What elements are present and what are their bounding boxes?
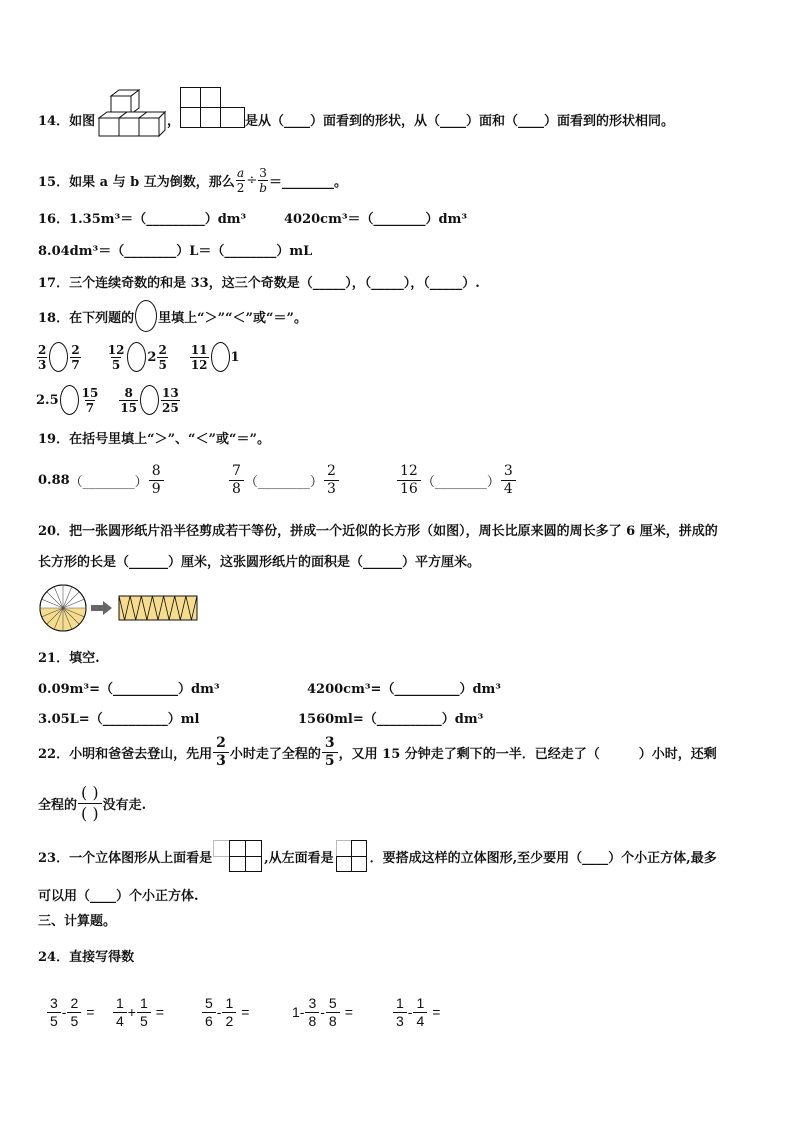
q18-item4-oval[interactable] xyxy=(60,385,79,415)
q22-number: 22． xyxy=(38,746,70,762)
q14-text: 是从（____）面看到的形状，从（____）面和（____）面看到的形状相同。 xyxy=(245,114,675,129)
q17-line xyxy=(38,272,480,291)
q24-e5-op: - xyxy=(407,1004,413,1020)
q21-a: 0.09m³=（__________）dm³ xyxy=(38,682,220,697)
q21-line xyxy=(38,647,100,666)
q22-text-d: 全程的 xyxy=(38,797,78,813)
q24-line xyxy=(38,946,134,965)
q18-item4-left-int: 2.5 xyxy=(36,392,59,408)
q18-row2 xyxy=(36,383,181,417)
q19-line xyxy=(38,428,270,447)
q16-number: 16． xyxy=(38,212,70,227)
q24-e2-op: + xyxy=(127,1004,136,1020)
q24-e3-a: $\frac{5}{6}$ xyxy=(202,995,216,1030)
q20-text-1: 把一张圆形纸片沿半径剪成若干等份，拼成一个近似的长方形（如图），周长比原来圆的周长多了 6 厘米，拼成的 xyxy=(69,524,718,539)
q23-text-c: ．要搭成这样的立体图形,至少要用（____）个小正方体,最多 xyxy=(369,850,717,866)
q24-expr-4 xyxy=(292,992,353,1032)
q24-e5-b: $\frac{1}{4}$ xyxy=(413,995,427,1030)
q19-item2-blank[interactable]: （________） xyxy=(244,474,323,490)
q23-text-b: ,从左面看是 xyxy=(264,850,334,866)
q15-text-a: 如果 a 与 b 互为倒数，那么 xyxy=(69,174,235,190)
q24-e2-b: $\frac{1}{5}$ xyxy=(137,995,151,1030)
q24-expr-2 xyxy=(112,992,164,1032)
q24-title: 直接写得数 xyxy=(69,950,135,965)
q19-item3-left: $\frac{12}{16}$ xyxy=(397,463,421,498)
q24-e1-b: $\frac{2}{5}$ xyxy=(67,995,81,1030)
q24-e4-lead: 1- xyxy=(292,1004,305,1020)
q18-item5-oval[interactable] xyxy=(140,385,159,415)
q16-line1b: 4020cm³＝（________）dm³ xyxy=(284,212,468,227)
q20-line1 xyxy=(38,520,718,539)
q19-item3-right: $\frac{3}{4}$ xyxy=(501,463,516,498)
q14-number: 14． xyxy=(38,114,70,129)
left-view-figure xyxy=(334,839,370,873)
q23-line2: 可以用（____）个小正方体. xyxy=(38,889,199,904)
q18-item3-right-int: 1 xyxy=(230,349,240,365)
q19-item1-left: 0.88 xyxy=(38,472,70,488)
q18-row1 xyxy=(36,340,240,374)
q24-e3-eq: = xyxy=(241,1004,250,1020)
arrow-icon xyxy=(91,601,112,615)
q18-item3-left: $\frac{11}{12}$ xyxy=(190,342,208,372)
q18-text-a: 在下列题的 xyxy=(69,310,135,326)
q17-text: 三个连续奇数的和是 33，这三个奇数是（_____），（_____），（_____）. xyxy=(69,276,480,291)
q22-text-e: 没有走. xyxy=(102,797,147,813)
q20-text-2: 长方形的长是（______）厘米，这张圆形纸片的面积是（______）平方厘米。 xyxy=(38,555,481,570)
q23-text-a: 一个立体图形从上面看是 xyxy=(69,850,213,866)
q18-oval-sample xyxy=(135,300,157,332)
q22-fraction-2: $\frac{3}{5}$ xyxy=(322,735,338,770)
circle-to-rectangle-figure xyxy=(38,583,198,633)
q15-text-b: ＝________。 xyxy=(268,174,347,190)
q24-e4-op: - xyxy=(320,1004,325,1020)
q18-item1-left: $\frac{2}{3}$ xyxy=(38,342,47,372)
q15-fraction-b: $\frac{3}{b}$ xyxy=(259,165,267,195)
q14-lead: 如图 xyxy=(69,114,96,129)
q18-item4-right: $\frac{15}{7}$ xyxy=(81,385,99,415)
top-view-figure xyxy=(212,839,264,873)
q21-b: 4200cm³=（__________）dm³ xyxy=(307,682,501,697)
q24-expr-5 xyxy=(392,992,440,1032)
q19-item1-right: $\frac{8}{9}$ xyxy=(149,463,164,498)
q19-item2 xyxy=(228,460,340,500)
q18-item2-left: $\frac{12}{5}$ xyxy=(107,342,125,372)
q15-number: 15． xyxy=(38,174,70,190)
q22-text-b: 小时走了全程的 xyxy=(229,746,321,762)
q24-e4-a: $\frac{3}{8}$ xyxy=(305,995,319,1030)
q23-number: 23． xyxy=(38,850,70,866)
q16-line2: 8.04dm³＝（________）L＝（________）mL xyxy=(38,244,313,259)
q19-number: 19． xyxy=(38,432,70,447)
q24-e1-a: $\frac{3}{5}$ xyxy=(47,995,61,1030)
q15-line xyxy=(38,161,347,199)
q15-fraction-a: $\frac{a}{2}$ xyxy=(236,165,245,195)
q24-e5-eq: = xyxy=(432,1004,441,1020)
q19-text: 在括号里填上“＞”、“＜”或“＝”。 xyxy=(69,432,270,447)
q14-comma: ， xyxy=(167,114,181,129)
q20-number: 20． xyxy=(38,524,70,539)
q24-e5-a: $\frac{1}{3}$ xyxy=(393,995,407,1030)
q21-d: 1560ml=（__________）dm³ xyxy=(298,712,484,727)
q19-item1 xyxy=(38,460,165,500)
q18-item2-oval[interactable] xyxy=(127,342,146,372)
q22-text-a: 小明和爸爸去登山，先用 xyxy=(69,746,213,762)
q24-expr-1 xyxy=(46,992,94,1032)
q22-line2 xyxy=(38,780,146,826)
q16-line1 xyxy=(38,208,246,227)
q24-e3-op: - xyxy=(216,1004,222,1020)
q24-e4-eq: = xyxy=(344,1004,353,1020)
q17-number: 17． xyxy=(38,276,70,291)
q19-item1-blank[interactable]: （________） xyxy=(69,474,148,490)
q15-div-op: ÷ xyxy=(246,172,258,188)
q24-expr-3 xyxy=(201,992,249,1032)
q19-item2-right: $\frac{2}{3}$ xyxy=(324,463,339,498)
section-title: 三、计算题。 xyxy=(38,914,117,929)
q24-number: 24． xyxy=(38,950,70,965)
q19-item3 xyxy=(396,460,517,500)
q18-item2-right-int: 2 xyxy=(147,349,157,365)
q24-e2-a: $\frac{1}{4}$ xyxy=(113,995,127,1030)
q16-line1a: 1.35m³＝（_________）dm³ xyxy=(69,212,247,227)
q18-item5-right: $\frac{13}{25}$ xyxy=(162,385,179,415)
q18-line xyxy=(38,300,307,332)
q21-c: 3.05L=（__________）ml xyxy=(38,712,200,727)
q18-item2-right: $\frac{2}{5}$ xyxy=(158,342,167,372)
q18-item1-oval[interactable] xyxy=(49,342,68,372)
q18-item5-left: $\frac{8}{15}$ xyxy=(120,385,138,415)
q22-blank-fraction[interactable]: $\frac{( )}{( )}$ xyxy=(78,783,102,824)
q24-e3-b: $\frac{1}{2}$ xyxy=(222,995,236,1030)
q14-line xyxy=(38,110,95,129)
q21-number: 21． xyxy=(38,651,70,666)
q23-line1 xyxy=(38,838,717,874)
q18-number: 18． xyxy=(38,310,70,326)
q24-e1-op: - xyxy=(61,1004,67,1020)
q18-text-b: 里填上“＞”“＜”或“＝”。 xyxy=(158,310,307,326)
q19-item2-left: $\frac{7}{8}$ xyxy=(229,463,244,498)
q22-fraction-1: $\frac{2}{3}$ xyxy=(213,735,229,770)
q18-item3-oval[interactable] xyxy=(211,342,230,372)
q21-title: 填空. xyxy=(69,651,100,666)
q22-text-c: ，又用 15 分钟走了剩下的一半．已经走了（ ）小时，还剩 xyxy=(338,746,717,762)
q18-item1-right: $\frac{2}{7}$ xyxy=(71,342,80,372)
cube-stack-figure xyxy=(97,88,167,140)
q24-e4-b: $\frac{5}{8}$ xyxy=(326,995,340,1030)
q19-item3-blank[interactable]: （________） xyxy=(421,474,500,490)
q22-line1 xyxy=(38,732,717,772)
q24-e1-eq: = xyxy=(86,1004,95,1020)
q24-e2-eq: = xyxy=(155,1004,164,1020)
grid-view-figure xyxy=(180,87,246,129)
